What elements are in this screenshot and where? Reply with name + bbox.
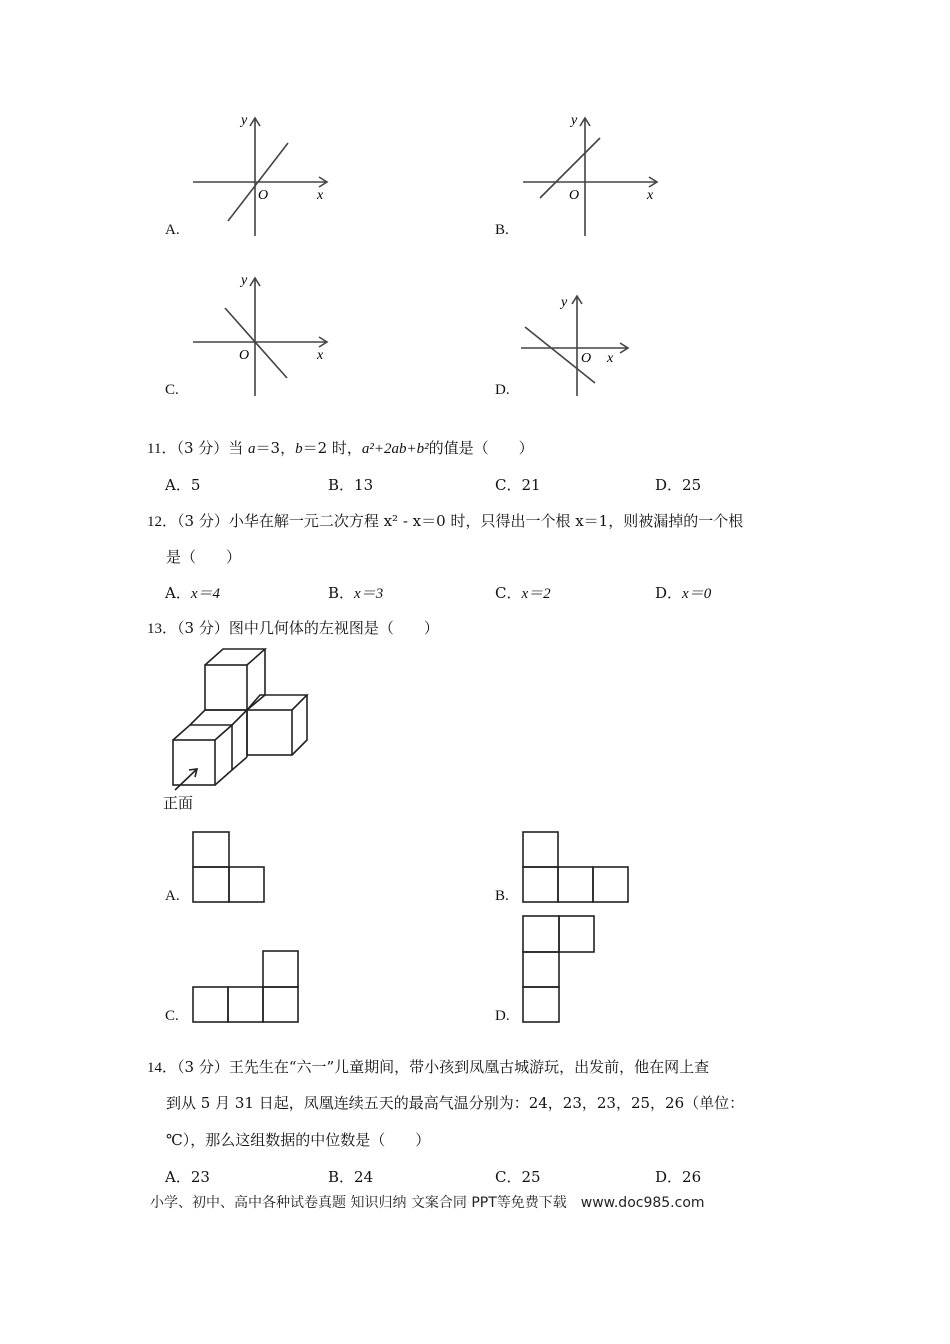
graph-c [185,268,335,403]
q13-option-c-letter: C. [165,1008,179,1024]
cube-figure [160,645,320,795]
q12-choice-d[interactable]: D．x＝0 [655,584,712,602]
q11-choice-a[interactable]: A．5 [165,476,201,494]
q14-choice-d[interactable]: D．26 [655,1168,702,1186]
q14-choice-a[interactable]: A．23 [165,1168,210,1186]
q14-choice-c[interactable]: C．25 [495,1168,541,1186]
y-axis-label: y [571,113,578,128]
x-axis-label: x [317,188,324,203]
question-14-line3: ℃），那么这组数据的中位数是（ ） [166,1131,431,1149]
q12-choice-b[interactable]: B．x＝3 [328,584,384,602]
origin-label: O [239,348,250,363]
q13-view-c[interactable] [192,950,300,1024]
question-12-line2: 是（ ） [166,548,242,566]
question-14: 14．（3 分）王先生在“六一”儿童期间，带小孩到凤凰古城游玩，出发前，他在网上查 [147,1058,710,1076]
q13-view-a[interactable] [192,831,267,904]
option-a-letter: A. [165,222,180,238]
q13-option-a-letter: A. [165,888,180,904]
q11-choice-b[interactable]: B．13 [328,476,374,494]
x-axis-label: x [317,348,324,363]
question-14-line2: 到从 5 月 31 日起，凤凰连续五天的最高气温分别为：24，23，23，25，26（单位： [166,1094,745,1112]
question-11: 11．（3 分）当 a＝3，b＝2 时，a²+2ab+b²的值是（ ） [147,439,534,457]
y-axis-label: y [241,273,248,288]
q12-choice-a[interactable]: A．x＝4 [165,584,221,602]
option-c-letter: C. [165,382,179,398]
x-axis-label: x [607,351,614,366]
q12-choice-c[interactable]: C．x＝2 [495,584,551,602]
origin-label: O [258,188,269,203]
q13-option-b-letter: B. [495,888,509,904]
page-footer: 小学、初中、高中各种试卷真题 知识归纳 文案合同 PPT等免费下载 www.doc985.com [150,1195,705,1211]
q13-option-d-letter: D. [495,1008,510,1024]
option-b-letter: B. [495,222,509,238]
graph-a [185,108,335,243]
origin-label: O [581,351,592,366]
question-12: 12．（3 分）小华在解一元二次方程 x² - x＝0 时，只得出一个根 x＝1，则被漏掉的一个根 [147,512,744,530]
graph-b [515,108,665,243]
q13-view-d[interactable] [522,915,597,1025]
expression: a²+2ab+b² [361,441,429,457]
x-axis-label: x [647,188,654,203]
graph-d [515,290,640,400]
origin-label: O [569,188,580,203]
question-13: 13．（3 分）图中几何体的左视图是（ ） [147,619,439,637]
option-d-letter: D. [495,382,510,398]
q14-choice-b[interactable]: B．24 [328,1168,374,1186]
front-label: 正面 [163,794,194,812]
q11-choice-c[interactable]: C．21 [495,476,541,494]
q11-choice-d[interactable]: D．25 [655,476,702,494]
y-axis-label: y [241,113,248,128]
q13-view-b[interactable] [522,831,630,904]
y-axis-label: y [561,295,568,310]
